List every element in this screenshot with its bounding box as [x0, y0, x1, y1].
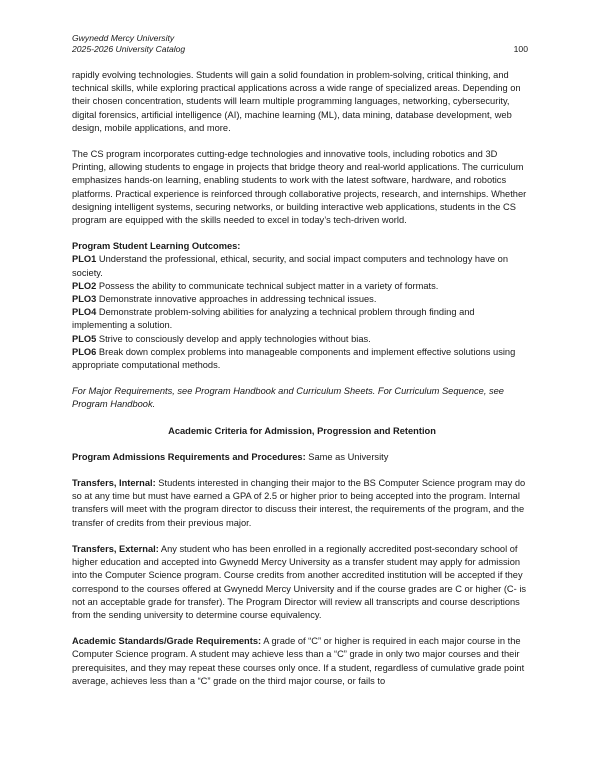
intro-paragraph-1: rapidly evolving technologies. Students will gain a solid foundation in problem-solving, critical thinking, and technical skills, while exploring practical applications across a wide range of specialized areas. Depending on their chosen concentration, students will learn multiple programming languages, networking, cybersecurity, digital forensics, artificial intelligence (AI), machine learning (ML), data mining, database development, web design, mobile applications, and more.: [72, 70, 521, 133]
plo-list: [72, 253, 532, 372]
transfers-external-paragraph: Transfers, External: Any student who has been enrolled in a regionally accredited post-secondary school of higher education and accepted into Gwynedd Mercy University as a transfer student may apply for admission into the Computer Science program. Course credits from another accredited institution will be accepted if they correspond to the courses offered at Gwynedd Mercy University and if the course grades are C or higher (C- is not an acceptable grade for transfer). The Program Director will review all transcripts and course descriptions from the sending university to determine course equivalency.: [72, 543, 527, 620]
plo-item: PLO5 Strive to consciously develop and apply technologies without bias.: [72, 333, 371, 344]
transfers-internal-paragraph: Transfers, Internal: Students interested in changing their major to the BS Computer Science program may do so at any time but must have earned a GPA of 2.5 or higher prior to being accepted into the program. Internal transfers will meet with the program director to discuss their interest, the requirements of the program, and the transfer of credits from their previous major.: [72, 478, 526, 528]
plo-item: PLO6 Break down complex problems into manageable components and implement effective solutions using appropriate computational methods.: [72, 346, 516, 371]
intro-paragraph-2: The CS program incorporates cutting-edge technologies and innovative tools, including robotics and 3D Printing, allowing students to engage in projects that bridge theory and real-world applications. The curriculum emphasizes hands-on learning, enabling students to work with the latest software, hardware, and robotics platforms. Practical experience is reinforced through collaborative projects, research, and internships. Whether designing intelligent systems, securing networks, or building interactive web applications, students in the CS program are equipped with the skills needed to excel in today’s tech-driven world.: [72, 149, 527, 226]
page-header: [72, 33, 528, 55]
university-name: Gwynedd Mercy University: [72, 33, 175, 43]
page-number: 100: [513, 44, 528, 54]
major-requirements-note: For Major Requirements, see Program Handbook and Curriculum Sheets. For Curriculum Sequence, see Program Handbook.: [72, 386, 504, 410]
plo-item: PLO4 Demonstrate problem-solving abilities for analyzing a technical problem through finding and implementing a solution.: [72, 307, 475, 331]
section-title: Academic Criteria for Admission, Progression and Retention: [168, 425, 436, 436]
page-body: [72, 69, 532, 688]
admissions-paragraph: Program Admissions Requirements and Procedures: Same as University: [72, 451, 389, 462]
plo-item: PLO2 Possess the ability to communicate technical subject matter in a variety of formats.: [72, 280, 439, 291]
academic-standards-paragraph: Academic Standards/Grade Requirements: A grade of “C” or higher is required in each major course in the Computer Science program. A student may achieve less than a “C” grade in only two major courses and their prerequisites, and they may repeat these courses only once. If a student, regardless of cumulative grade point average, achieves less than a “C” grade on the third major course, or fails to: [72, 636, 525, 686]
plo-item: PLO3 Demonstrate innovative approaches in addressing technical issues.: [72, 294, 377, 305]
plo-heading: Program Student Learning Outcomes:: [72, 241, 241, 252]
catalog-title: 2025-2026 University Catalog: [72, 44, 186, 54]
plo-item: PLO1 Understand the professional, ethical, security, and social impact computers and technology have on society.: [72, 254, 509, 278]
